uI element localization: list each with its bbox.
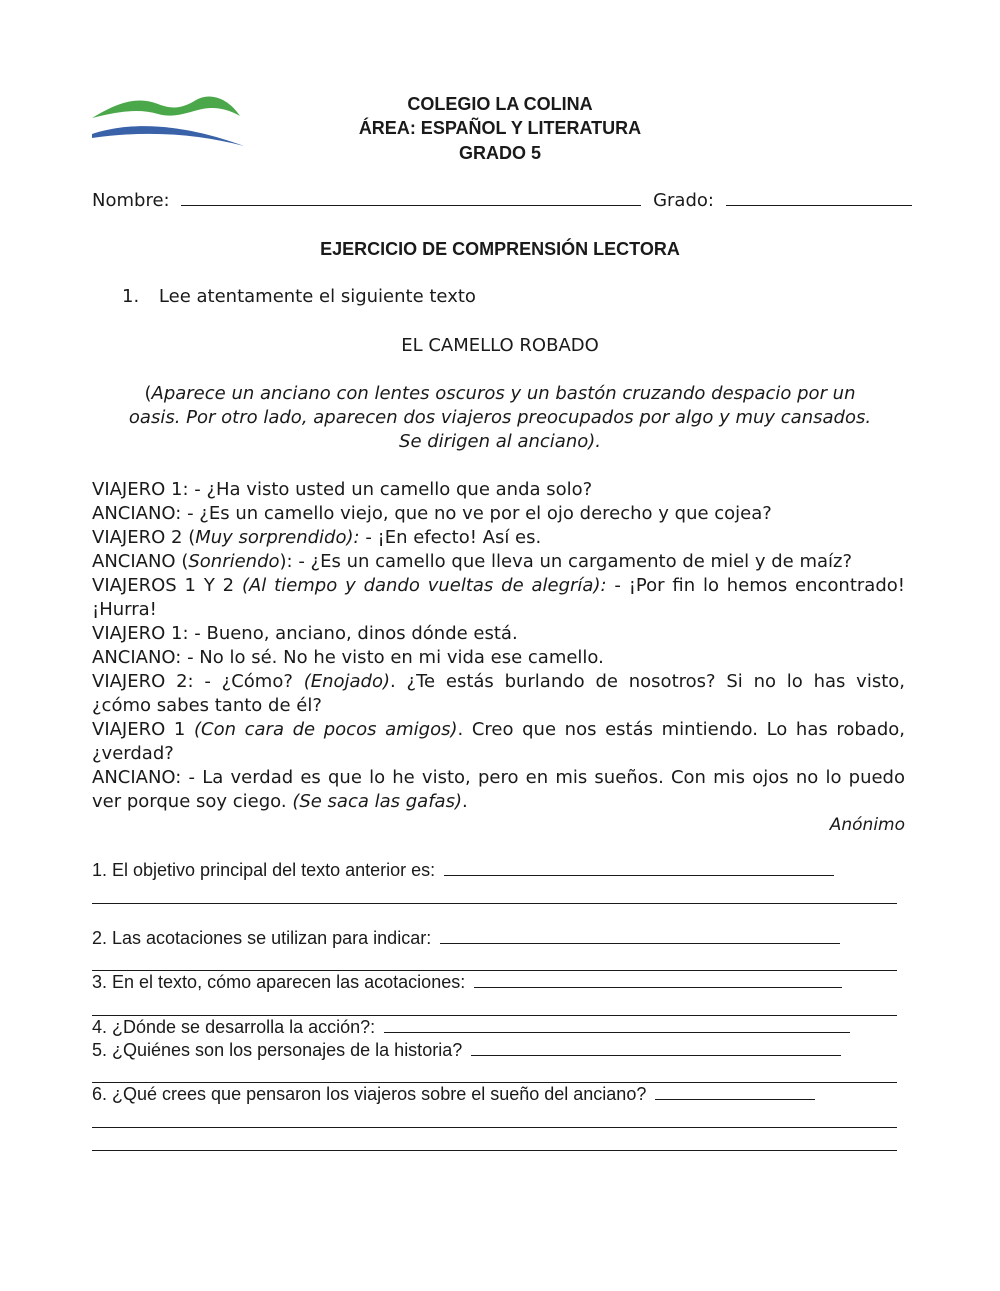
dialogue-line: [92, 719, 905, 740]
speech: .: [461, 791, 468, 812]
direction: (Enojado): [303, 671, 391, 692]
dialogue-line: [92, 551, 852, 572]
answer-line[interactable]: [92, 1150, 897, 1151]
dialogue-line: ¡Hurra!: [92, 599, 157, 620]
dialogue-line: [92, 479, 592, 500]
dialogue-line: [92, 671, 905, 692]
stage-direction-line-2: oasis. Por otro lado, aparecen dos viajeros preocupados por algo y muy cansados.: [128, 407, 872, 428]
speaker: VIAJERO 1:: [92, 479, 189, 500]
dialogue-line: ¿cómo sabes tanto de él?: [92, 695, 322, 716]
speaker: VIAJEROS 1 Y 2: [92, 575, 242, 596]
subject-area: ÁREA: ESPAÑOL Y LITERATURA: [358, 118, 642, 138]
question-6: [92, 1084, 815, 1105]
stage-direction-text-1: Aparece un anciano con lentes oscuros y un bastón cruzando despacio por un: [151, 383, 856, 404]
question-3: [92, 972, 842, 993]
speaker: ANCIANO:: [92, 767, 182, 788]
question-4: [92, 1017, 850, 1038]
speech: ver porque soy ciego.: [92, 791, 293, 812]
answer-field[interactable]: [474, 972, 842, 988]
answer-line[interactable]: [92, 1082, 897, 1083]
speech: - ¿Es un camello viejo, que no ve por el ojo derecho y que cojea?: [181, 503, 772, 524]
dialogue-line: [92, 503, 772, 524]
grade-label: Grado:: [653, 190, 714, 211]
speaker: ANCIANO:: [92, 647, 182, 668]
story-title: EL CAMELLO ROBADO: [401, 335, 599, 356]
direction: (Con cara de pocos amigos): [194, 719, 458, 740]
speaker: ANCIANO:: [92, 503, 182, 524]
dialogue-line: [92, 623, 518, 644]
instruction-text: Lee atentamente el siguiente texto: [158, 286, 476, 307]
question-text: 3. En el texto, cómo aparecen las acotaciones:: [92, 972, 466, 992]
logo-green-hill: [92, 97, 240, 118]
speech: - La verdad es que lo he visto, pero en mis sueños. Con mis ojos no lo puedo: [181, 767, 905, 788]
dialogue-line: [92, 575, 905, 596]
dialogue-line: [92, 527, 541, 548]
answer-field[interactable]: [444, 860, 834, 876]
name-label: Nombre:: [92, 190, 170, 211]
question-text: 1. El objetivo principal del texto anterior es:: [92, 860, 436, 880]
speech: - ¡En efecto! Así es.: [359, 527, 542, 548]
exercise-title: EJERCICIO DE COMPRENSIÓN LECTORA: [320, 239, 680, 259]
stage-direction-line-3: Se dirigen al anciano).: [399, 431, 601, 452]
question-text: 6. ¿Qué crees que pensaron los viajeros sobre el sueño del anciano?: [92, 1084, 647, 1104]
answer-field[interactable]: [440, 928, 840, 944]
instruction: [122, 286, 476, 307]
instruction-number: 1.: [122, 286, 140, 307]
dialogue-line: [92, 791, 468, 812]
open-paren: (: [144, 383, 152, 404]
speech: ): - ¿Es un camello que lleva un cargamento de miel y de maíz?: [279, 551, 853, 572]
speech: - ¿Ha visto usted un camello que anda solo?: [188, 479, 593, 500]
answer-line[interactable]: [92, 903, 897, 904]
speech: . ¿Te estás burlando de nosotros? Si no lo has visto,: [390, 671, 906, 692]
speech: - No lo sé. No he visto en mi vida ese camello.: [181, 647, 604, 668]
direction: Sonriendo: [188, 551, 280, 572]
speaker: VIAJERO 1: [92, 719, 194, 740]
dialogue-line: [92, 647, 604, 668]
name-field-row: [92, 190, 912, 211]
speaker: VIAJERO 2:: [92, 671, 194, 692]
grade-field[interactable]: [726, 190, 912, 206]
direction: Muy sorprendido):: [195, 527, 360, 548]
school-logo: [88, 88, 248, 152]
answer-field[interactable]: [384, 1017, 850, 1033]
question-2: [92, 928, 840, 949]
speech: - Bueno, anciano, dinos dónde está.: [188, 623, 518, 644]
grade-heading: GRADO 5: [458, 143, 541, 163]
question-5: [92, 1040, 841, 1061]
answer-field[interactable]: [471, 1040, 841, 1056]
answer-field[interactable]: [655, 1084, 815, 1100]
direction: (Se saca las gafas): [292, 791, 462, 812]
speaker: ANCIANO (: [92, 551, 189, 572]
answer-line[interactable]: [92, 1127, 897, 1128]
question-1: [92, 860, 834, 881]
question-text: 5. ¿Quiénes son los personajes de la historia?: [92, 1040, 463, 1060]
question-text: 4. ¿Dónde se desarrolla la acción?:: [92, 1017, 376, 1037]
author: Anónimo: [829, 815, 905, 835]
logo-blue-swoosh: [92, 126, 244, 146]
school-name: COLEGIO LA COLINA: [407, 94, 593, 114]
speaker: VIAJERO 1:: [92, 623, 189, 644]
speaker: VIAJERO 2 (: [92, 527, 196, 548]
question-text: 2. Las acotaciones se utilizan para indicar:: [92, 928, 432, 948]
speech: - ¿Cómo?: [193, 671, 304, 692]
speech: . Creo que nos estás mintiendo. Lo has robado,: [457, 719, 905, 740]
dialogue-line: ¿verdad?: [92, 743, 174, 764]
answer-line[interactable]: [92, 1015, 897, 1016]
answer-line[interactable]: [92, 970, 897, 971]
direction: (Al tiempo y dando vueltas de alegría):: [241, 575, 607, 596]
name-field[interactable]: [181, 190, 641, 206]
speech: - ¡Por fin lo hemos encontrado!: [606, 575, 905, 596]
dialogue-line: [92, 767, 905, 788]
stage-direction-line-1: [0, 383, 1000, 404]
